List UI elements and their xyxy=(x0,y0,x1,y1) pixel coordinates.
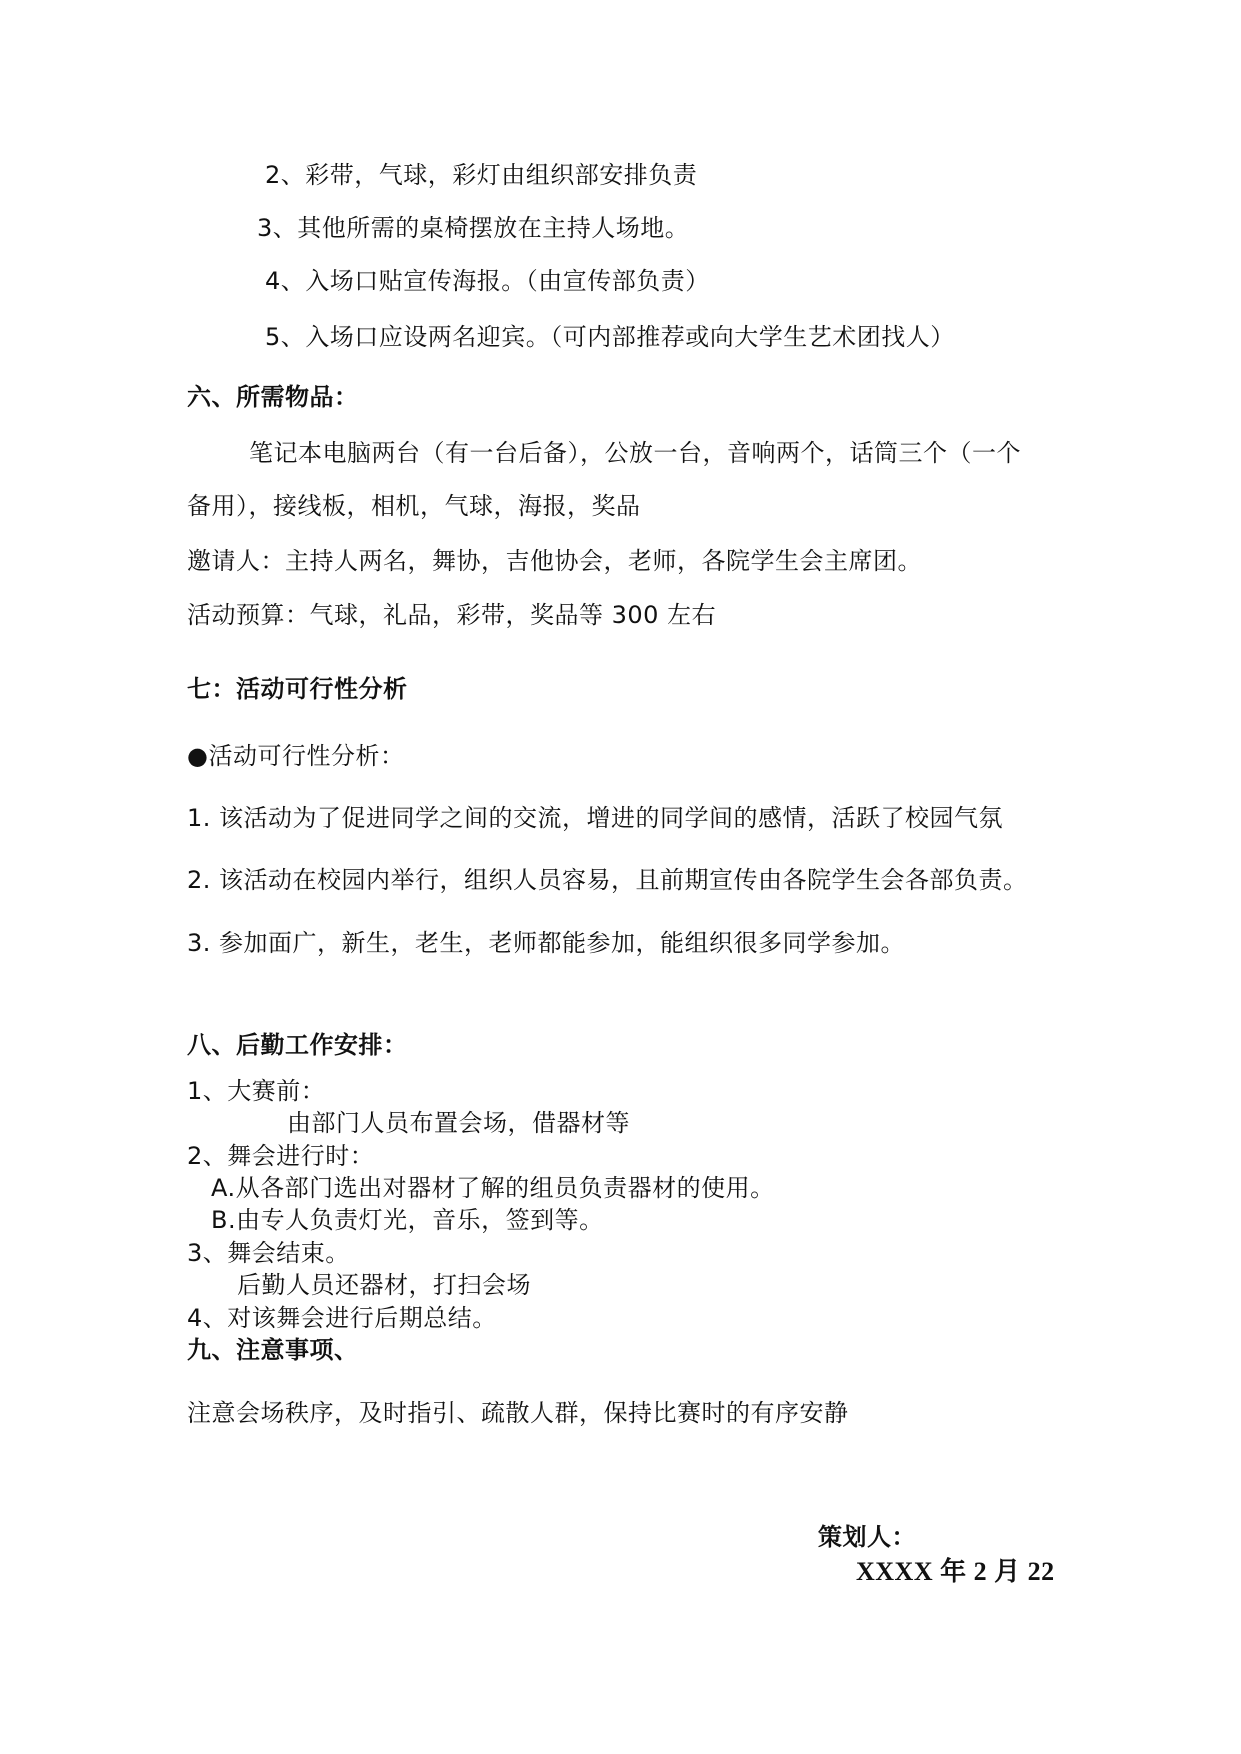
invitees-line: 邀请人：主持人两名，舞协，吉他协会，老师，各院学生会主席团。 xyxy=(187,547,922,575)
logistics-end-title: 3、舞会结束。 xyxy=(187,1239,350,1267)
budget-line: 活动预算：气球，礼品，彩带，奖品等 300 左右 xyxy=(187,601,717,629)
feasibility-point: 1. 该活动为了促进同学之间的交流，增进的同学间的感情，活跃了校园气氛 xyxy=(187,804,1004,832)
logistics-during-b: B.由专人负责灯光，音乐，签到等。 xyxy=(211,1206,604,1234)
logistics-during-a: A.从各部门选出对器材了解的组员负责器材的使用。 xyxy=(211,1174,775,1202)
feasibility-point: 3. 参加面广，新生，老生，老师都能参加，能组织很多同学参加。 xyxy=(187,929,906,957)
arrangement-item: 2、彩带，气球，彩灯由组织部安排负责 xyxy=(265,161,698,189)
logistics-before-title: 1、大赛前： xyxy=(187,1077,326,1105)
items-line-1: 笔记本电脑两台（有一台后备），公放一台，音响两个，话筒三个（一个 xyxy=(249,439,1021,467)
feasibility-point: 2. 该活动在校园内举行，组织人员容易，且前期宣传由各院学生会各部负责。 xyxy=(187,866,1028,894)
logistics-before-detail: 由部门人员布置会场，借器材等 xyxy=(287,1109,630,1137)
plan-date: XXXX 年 2 月 22 xyxy=(856,1557,1055,1586)
section-heading-notes: 九、注意事项、 xyxy=(187,1336,359,1364)
planner-label: 策划人： xyxy=(818,1523,916,1551)
section-heading-items: 六、所需物品： xyxy=(187,383,359,411)
section-heading-feasibility: 七：活动可行性分析 xyxy=(187,675,408,703)
arrangement-item: 4、入场口贴宣传海报。（由宣传部负责） xyxy=(265,267,710,295)
section-heading-logistics: 八、后勤工作安排： xyxy=(187,1031,408,1059)
arrangement-item: 3、其他所需的桌椅摆放在主持人场地。 xyxy=(257,214,690,242)
feasibility-bullet: ●活动可行性分析： xyxy=(187,742,405,770)
items-line-2: 备用），接线板，相机，气球，海报，奖品 xyxy=(187,492,641,520)
arrangement-item: 5、入场口应设两名迎宾。（可内部推荐或向大学生艺术团找人） xyxy=(265,323,955,351)
logistics-summary: 4、对该舞会进行后期总结。 xyxy=(187,1304,497,1332)
logistics-during-title: 2、舞会进行时： xyxy=(187,1142,375,1170)
notes-content: 注意会场秩序，及时指引、疏散人群，保持比赛时的有序安静 xyxy=(187,1399,849,1427)
logistics-end-detail: 后勤人员还器材，打扫会场 xyxy=(237,1271,531,1299)
